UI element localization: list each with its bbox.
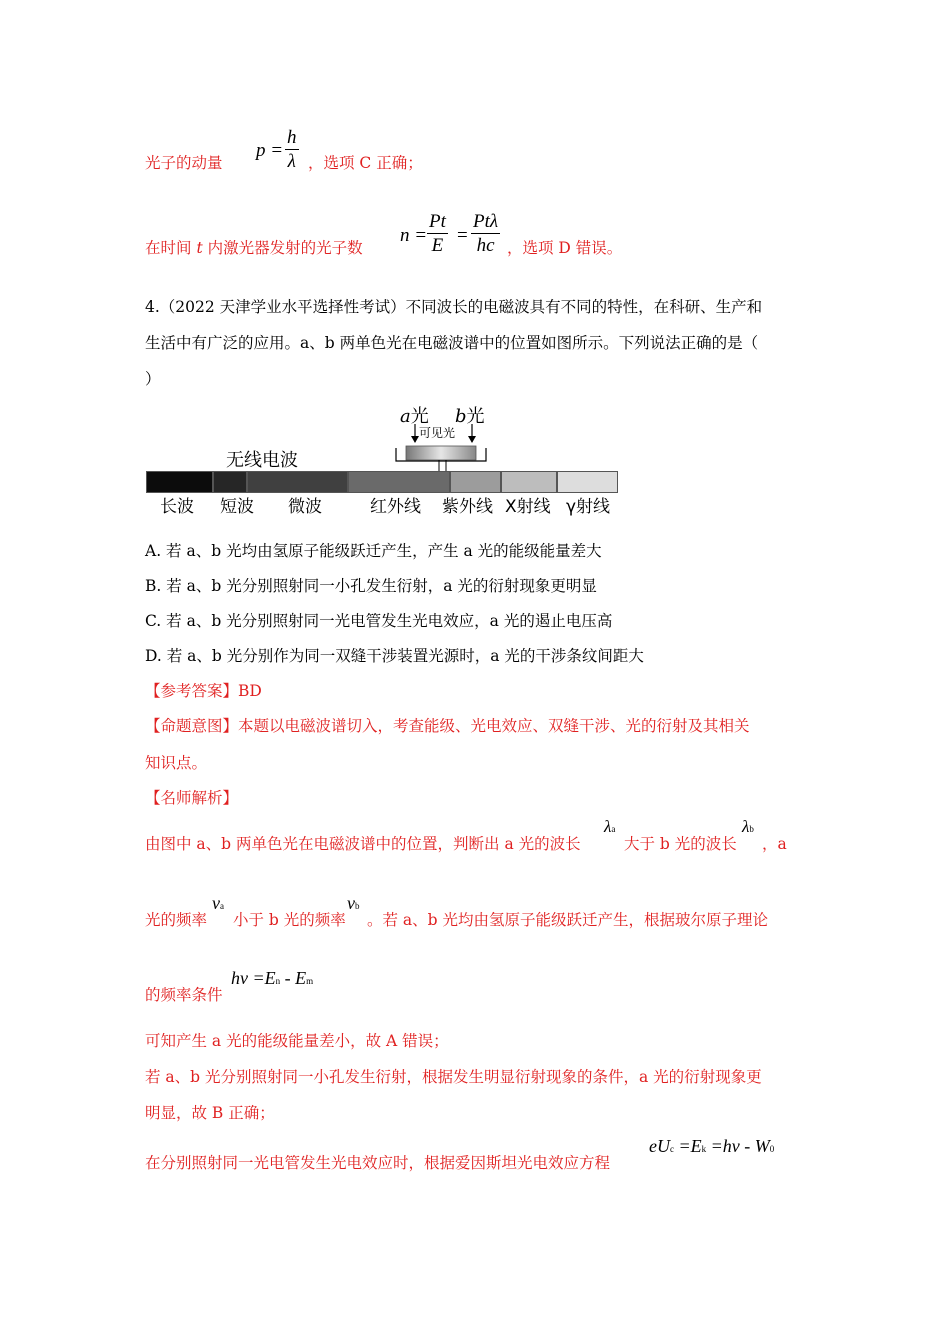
analysis-p5: 若 a、b 光分别照射同一小孔发生衍射，根据发生明显衍射现象的条件，a 光的衍射现象更	[145, 1068, 762, 1086]
visible-light-bracket	[146, 402, 618, 472]
eq2-part-c: =hν - W	[706, 1136, 770, 1156]
band-label-short: 短波	[220, 497, 254, 517]
option-d: D. 若 a、b 光分别作为同一双缝干涉装置光源时，a 光的干涉条纹间距大	[145, 647, 644, 665]
bohr-equation	[231, 968, 313, 989]
band-short-wave	[213, 471, 247, 493]
eq2-sub-c: c	[670, 1144, 674, 1154]
eq2-sub-0: 0	[769, 1144, 775, 1154]
eq2-part-a: eU	[649, 1136, 670, 1156]
radio-wave-label: 无线电波	[226, 450, 298, 471]
eq2-sub-k: k	[701, 1144, 707, 1154]
band-label-xray: X射线	[505, 497, 551, 517]
analysis-p2a: 光的频率	[145, 911, 208, 929]
count-pre: 在时间	[145, 239, 192, 257]
band-infrared	[348, 471, 450, 493]
intent-line-2: 知识点。	[145, 754, 208, 772]
question-line-3: ）	[145, 370, 161, 388]
b-arrow-icon	[468, 436, 476, 443]
band-label-uv: 紫外线	[442, 497, 493, 517]
nu-a-sub: a	[220, 901, 224, 911]
analysis-p1b: 大于 b 光的波长	[624, 835, 737, 853]
band-gamma	[557, 471, 618, 493]
count-lhs: n =	[400, 225, 428, 246]
a-arrow-icon	[411, 436, 419, 443]
band-long-wave	[146, 471, 213, 493]
count-post: 内激光器发射的光子数	[207, 239, 363, 257]
momentum-lhs: p =	[256, 140, 284, 161]
band-label-long: 长波	[160, 497, 194, 517]
count-tail: ，选项 D 错误。	[507, 239, 623, 257]
nu-a-symbol: ν	[212, 893, 220, 913]
count-num-2: Ptλ	[473, 211, 499, 232]
eq1-sub-n: n	[275, 976, 281, 986]
intent-line-1: 【命题意图】本题以电磁波谱切入，考查能级、光电效应、双缝干涉、光的衍射及其相关	[145, 717, 750, 735]
nu-b	[347, 893, 360, 914]
band-label-infrared: 红外线	[370, 497, 421, 517]
count-text	[145, 237, 363, 259]
momentum-tail: ，选项 C 正确；	[308, 154, 423, 172]
count-den-2: hc	[476, 235, 495, 256]
option-c: C. 若 a、b 光分别照射同一光电管发生光电效应，a 光的遏止电压高	[145, 612, 613, 630]
b-light-label: b光	[455, 406, 485, 427]
lambda-b-symbol: λ	[742, 817, 750, 836]
momentum-denominator: λ	[287, 151, 296, 172]
analysis-p6: 明显，故 B 正确；	[145, 1104, 275, 1122]
analysis-p2b: 小于 b 光的频率	[233, 911, 346, 929]
nu-b-sub: b	[355, 901, 360, 911]
lambda-a	[604, 817, 615, 837]
momentum-text: 光子的动量	[145, 154, 223, 172]
option-b: B. 若 a、b 光分别照射同一小孔发生衍射，a 光的衍射现象更明显	[145, 577, 597, 595]
a-light-label: a光	[400, 406, 429, 427]
analysis-p2c: 。若 a、b 光均由氢原子能级跃迁产生，根据玻尔原子理论	[367, 911, 769, 929]
lambda-b-sub: b	[749, 824, 754, 834]
momentum-fraction	[285, 127, 299, 174]
eq1-sub-m: m	[306, 976, 314, 986]
band-ultraviolet	[450, 471, 501, 493]
count-equals: =	[457, 225, 468, 246]
question-line-2: 生活中有广泛的应用。a、b 两单色光在电磁波谱中的位置如图所示。下列说法正确的是（	[145, 334, 759, 352]
analysis-p3a: 的频率条件	[145, 986, 223, 1004]
analysis-p7: 在分别照射同一光电管发生光电效应时，根据爱因斯坦光电效应方程	[145, 1154, 611, 1172]
lambda-b	[742, 817, 754, 837]
einstein-equation	[649, 1136, 774, 1157]
eq1-part-b: - E	[280, 968, 307, 988]
eq2-part-b: =E	[674, 1136, 702, 1156]
band-x-ray	[501, 471, 557, 493]
count-num-1: Pt	[429, 211, 446, 232]
analysis-p1c: ，a	[762, 835, 787, 853]
teacher-analysis-heading: 【名师解析】	[145, 789, 239, 807]
lambda-a-symbol: λ	[604, 817, 612, 836]
band-label-gamma: γ射线	[566, 497, 611, 517]
band-microwave	[247, 471, 348, 493]
reference-answer: 【参考答案】BD	[145, 682, 262, 700]
option-a: A. 若 a、b 光均由氢原子能级跃迁产生，产生 a 光的能级能量差大	[145, 542, 602, 560]
nu-a	[212, 893, 224, 914]
count-fraction-1	[427, 211, 448, 258]
count-var: t	[196, 239, 203, 257]
spectrum-figure	[146, 402, 618, 517]
analysis-p1a: 由图中 a、b 两单色光在电磁波谱中的位置，判断出 a 光的波长	[145, 835, 581, 853]
lambda-a-sub: a	[611, 824, 616, 834]
nu-b-symbol: ν	[347, 893, 355, 913]
eq1-part-a: hν =E	[231, 968, 276, 988]
momentum-numerator: h	[287, 127, 297, 148]
count-fraction-2	[471, 211, 500, 258]
question-line-1: 4.（2022 天津学业水平选择性考试）不同波长的电磁波具有不同的特性，在科研、生产和	[145, 298, 763, 316]
count-den-1: E	[431, 235, 444, 256]
analysis-p4: 可知产生 a 光的能级能量差小，故 A 错误；	[145, 1032, 449, 1050]
visible-light-label: 可见光	[419, 426, 456, 440]
band-label-micro: 微波	[288, 497, 322, 517]
